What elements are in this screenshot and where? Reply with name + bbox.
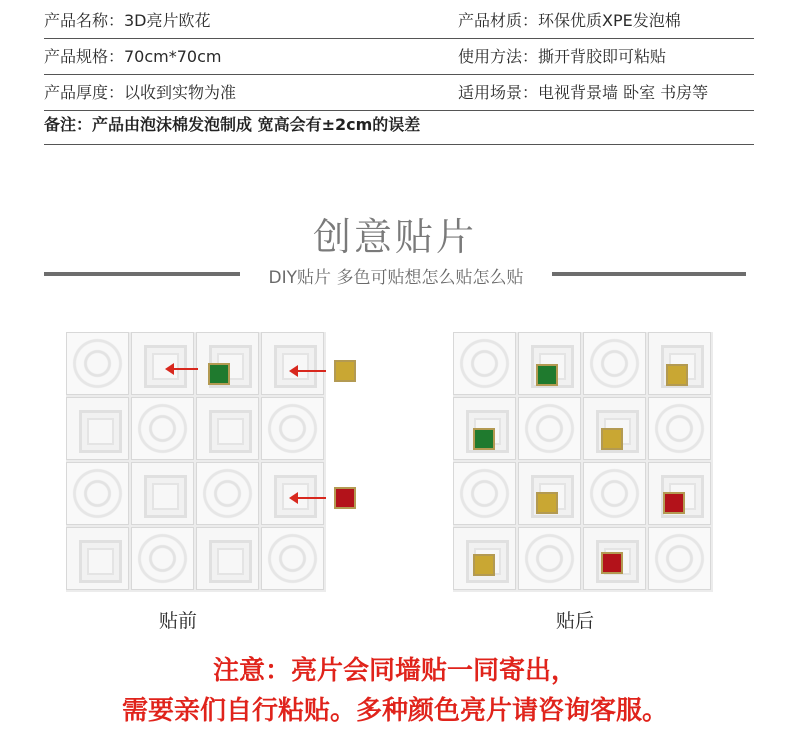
spec-divider (44, 144, 754, 145)
red-arrow-icon (296, 497, 326, 499)
spec-material: 产品材质：环保优质XPE发泡棉 (458, 11, 681, 30)
tile (131, 462, 194, 525)
green-sequin-chip (536, 364, 558, 386)
before-image (66, 332, 326, 592)
tile (131, 397, 194, 460)
tile (131, 527, 194, 590)
spec-usage: 使用方法：撕开背胶即可粘贴 (458, 47, 667, 66)
tile (453, 332, 516, 395)
spec-row (44, 38, 754, 75)
tile (131, 332, 194, 395)
spec-size: 产品规格：70cm*70cm (44, 47, 222, 66)
gold-sequin-chip (334, 360, 356, 382)
tile (66, 527, 129, 590)
notice-line-1: 注意：亮片会同墙贴一同寄出， (212, 656, 577, 686)
green-sequin-chip (473, 428, 495, 450)
gold-sequin-chip (601, 428, 623, 450)
spec-note: 备注：产品由泡沫棉发泡制成 宽高会有±2cm的误差 (44, 115, 421, 134)
subtitle-rule-left (44, 272, 240, 276)
tile (66, 397, 129, 460)
spec-name: 产品名称：3D亮片欧花 (44, 11, 211, 30)
spec-row (44, 74, 754, 111)
red-sequin-chip (601, 552, 623, 574)
spec-scene: 适用场景：电视背景墙 卧室 书房等 (458, 83, 709, 102)
after-image (453, 332, 713, 592)
tile (66, 332, 129, 395)
red-sequin-chip (663, 492, 685, 514)
before-caption: 贴前 (159, 610, 198, 632)
tile (583, 462, 646, 525)
after-caption: 贴后 (556, 610, 595, 632)
red-arrow-icon (172, 368, 198, 370)
gold-sequin-chip (473, 554, 495, 576)
tile (648, 397, 711, 460)
tile (648, 527, 711, 590)
section-title: 创意贴片 (312, 215, 477, 259)
tile (583, 332, 646, 395)
tile (261, 332, 324, 395)
tile (261, 527, 324, 590)
notice-line-2: 需要亲们自行粘贴。多种颜色亮片请咨询客服。 (121, 696, 668, 726)
tile (66, 462, 129, 525)
red-arrow-icon (296, 370, 326, 372)
tile (196, 462, 259, 525)
tile (453, 462, 516, 525)
tile (518, 397, 581, 460)
tile (261, 397, 324, 460)
green-sequin-chip (208, 363, 230, 385)
gold-sequin-chip (536, 492, 558, 514)
tile (196, 397, 259, 460)
tile (196, 527, 259, 590)
tile (518, 527, 581, 590)
red-sequin-chip (334, 487, 356, 509)
spec-thickness: 产品厚度：以收到实物为准 (44, 83, 237, 102)
gold-sequin-chip (666, 364, 688, 386)
spec-row (44, 2, 754, 39)
subtitle-rule-right (552, 272, 746, 276)
section-subtitle: DIY贴片 多色可贴想怎么贴怎么贴 (268, 268, 524, 288)
